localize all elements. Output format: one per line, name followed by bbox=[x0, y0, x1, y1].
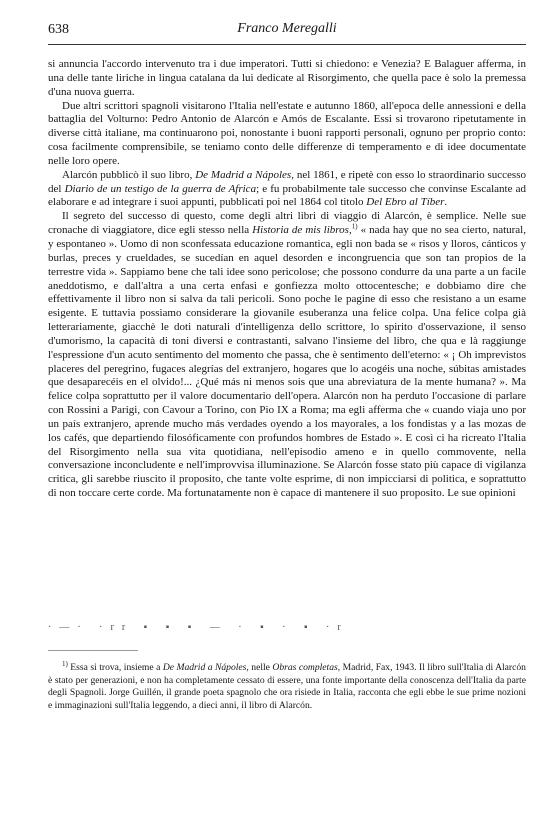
text-run: , nelle bbox=[246, 662, 273, 673]
paragraph-1: si annuncia l'accordo intervenuto tra i due imperatori. Tutti si chiedono: e Venezia? E Balaguer afferma, in una delle tante liriche in lingua catalana da lui dedicate al Risorgimento, che quella pace è solo la premessa d'una nuova guerra. bbox=[48, 58, 526, 98]
running-header bbox=[48, 20, 526, 42]
text-run: Il segreto del successo di questo, come degli altri libri di viaggio di Alarcón, è semplice. Nelle sue cronache di viaggiatore, dice egli stesso nella bbox=[48, 210, 526, 237]
text-run: , nel 1861, e ripetè con esso lo straordinario successo del bbox=[48, 168, 526, 195]
footnote-1 bbox=[48, 659, 526, 712]
footnote-reference[interactable]: 1) bbox=[351, 222, 358, 231]
body-text bbox=[48, 58, 526, 501]
footnote bbox=[48, 659, 526, 712]
book-title: De Madrid a Nápoles bbox=[195, 168, 292, 181]
text-run: Essa si trova, insieme a bbox=[67, 662, 163, 673]
header-rule bbox=[48, 44, 526, 45]
book-title: Del Ebro al Tíber bbox=[366, 196, 445, 209]
text-run: , bbox=[348, 224, 352, 237]
book-title: Obras completas bbox=[272, 662, 338, 673]
text-run: « nada hay que no sea cierto, natural, y espontaneo ». Uomo di non sconfessata educazione romantica, egli non bada se « risos y lloros, cánticos y burlas, preces y crueldades, se sucedían en aquel desorden e incongruencia que son tan propios de la terrestre vida ». Sappiamo bene che tali idee sono pericolose; che possono condurre da una parte a un facile aneddotismo, e dall'altra a una certa enfasi e gonfiezza molto ottocentesche; e dobbiamo dire che effettivamente il libro non si salva da tali pericoli. Sono poche le pagine di esso che resistano a un esame esigente. E tuttavia possiamo considerare la giovanile esuberanza una felice colpa. Una felice colpa già letterariamente, giacchè le doti naturali d'intelligenza dello scrittore, lo spirito d'osservazione, il senso d'umorismo, la capacità di toni diversi e contrastanti, salvano l'insieme del libro, che qua e là raggiunge l'espressione d'un acuto sentimento del momento che passa, che è sentimento dell'eterno: « ¡ Oh imprevistos placeres del peregrino, fugaces alegrías del extranjero, hogares que lo acogéis una noche, súbitas amistades que desaparecéis en el olvido!... ¿Qué más ni menos sois que una abreviatura de la mente humana? ». Ma felice colpa soprattutto per il valore documentario dell'opera. Alarcón non ha perduto l'occasione di parlare con Rossini a Parigi, con Cavour a Torino, con Pio IX a Roma; ma egli afferma che « cuando viaja uno por un país extranjero, aprende mucho más verdades oyendo a los mayorales, a los fondistas y a las mozas de los cafés, que departiendo filosóficamente con profundos hombres de Estado ». E così ci ha ricreato l'Italia del Risorgimento nella sua vita quotidiana, nell'episodio ameno e in quello commovente, nella conversazione inconcludente e nell'improvvisa illuminazione. Se Alarcón fosse stato più capace di vigilanza critica, gli sarebbe riuscito il proposito, che tante volte esprime, di non impicciarsi di politica, e soprattutto di non toccare certe corde. Ma fortunatamente non è capace di mantenere il suo proposito. Le sue opinioni bbox=[48, 224, 526, 500]
text-run: , Madrid, Fax, 1943. Il libro sull'Italia di Alarcón è stato per generazioni, e non ha completamente cessato di essere, una fonte importante della conoscenza dell'Italia da parte degli Spagnoli. Jorge Guillén, il grande poeta spagnolo che ora risiede in Italia, racconta che egli ebbe le sue prime nozioni e immaginazioni sull'Italia leggendo, a dieci anni, il libro di Alarcón. bbox=[48, 662, 526, 711]
text-run: . bbox=[444, 196, 448, 209]
book-title: De Madrid a Nápoles bbox=[162, 662, 247, 673]
paragraph-3 bbox=[48, 169, 526, 211]
text-run: Alarcón pubblicò il suo libro, bbox=[62, 168, 196, 181]
running-head-author: Franco Meregalli bbox=[237, 21, 337, 36]
book-title: Historia de mis libros bbox=[252, 224, 349, 237]
text-run: ; e fu probabilmente tale successo che convinse Escalante ad elaborare e ad integrare i suoi appunti, pubblicati poi nel 1864 col titolo bbox=[48, 182, 526, 209]
book-title: Diario de un testigo de la guerra de Africa bbox=[64, 182, 257, 195]
page-number: 638 bbox=[48, 22, 69, 37]
footnote-rule bbox=[48, 650, 138, 651]
paragraph-4 bbox=[48, 210, 526, 501]
footnote-marker: 1) bbox=[62, 659, 68, 668]
scan-artifact-line: ·—· ·rr ▪ ▪ ▪ — · ▪ · ▪ ·r bbox=[48, 622, 349, 633]
paragraph-2: Due altri scrittori spagnoli visitarono l'Italia nell'estate e autunno 1860, all'epoca delle annessioni e della battaglia del Volturno: Pedro Antonio de Alarcón e Amós de Escalante. Essi si trovarono ripetutamente in diverse città italiane, ma continuarono poi, nonostante i buoni rapporti personali, ognuno per proprio conto: cosa facilmente comprensibile, se teniamo conto delle differenze di temperamento e di idee documentate nelle loro opere. bbox=[48, 99, 526, 167]
